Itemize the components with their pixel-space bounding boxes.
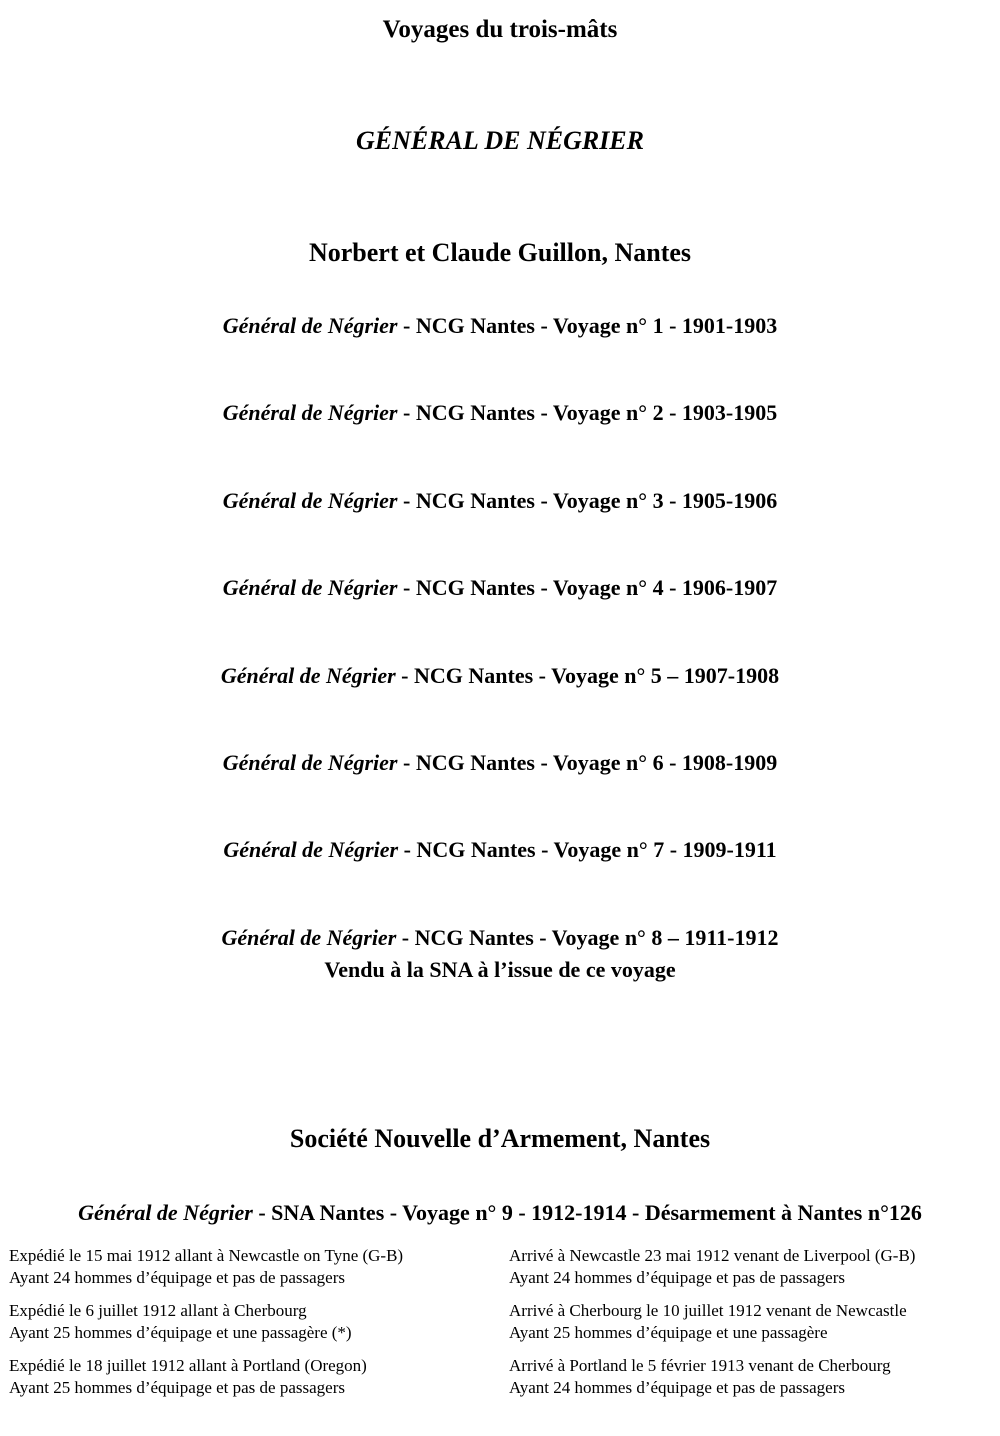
arrival-record (509, 1355, 891, 1399)
departure-text: Expédié le 18 juillet 1912 allant à Portland (Oregon) (9, 1356, 367, 1375)
voyage-heading-9 (0, 1200, 1000, 1226)
owner-heading-sna: Société Nouvelle d’Armement, Nantes (289, 1124, 711, 1153)
voyage-heading-2 (0, 400, 1000, 426)
arrival-crew-text: Ayant 25 hommes d’équipage et une passagère (509, 1323, 828, 1342)
ship-name-heading: GÉNÉRAL DE NÉGRIER (356, 126, 644, 155)
voyage-ship-name: Général de Négrier (223, 837, 399, 862)
voyage-details: - NCG Nantes - Voyage n° 5 – 1907-1908 (395, 663, 780, 688)
departure-record (9, 1245, 403, 1289)
arrival-text: Arrivé à Cherbourg le 10 juillet 1912 venant de Newcastle (509, 1301, 907, 1320)
voyage-details: - SNA Nantes - Voyage n° 9 - 1912-1914 - Désarmement à Nantes n°126 (252, 1200, 922, 1225)
voyage-heading-5 (0, 663, 1000, 689)
departure-crew-text: Ayant 24 hommes d’équipage et pas de passagers (9, 1268, 345, 1287)
voyage-heading-3 (0, 488, 1000, 514)
voyage-heading-8 (0, 925, 1000, 951)
arrival-record (509, 1300, 907, 1344)
voyage-ship-name: Général de Négrier (222, 575, 398, 600)
departure-crew-text: Ayant 25 hommes d’équipage et pas de passagers (9, 1378, 345, 1397)
voyage-ship-name: Général de Négrier (222, 313, 398, 338)
departure-text: Expédié le 6 juillet 1912 allant à Cherbourg (9, 1301, 307, 1320)
departure-record (9, 1355, 367, 1399)
document-title: Voyages du trois-mâts (382, 16, 618, 43)
departure-crew-text: Ayant 25 hommes d’équipage et une passagère (*) (9, 1323, 352, 1342)
voyage-ship-name: Général de Négrier (222, 400, 398, 425)
voyage-heading-6 (0, 750, 1000, 776)
arrival-text: Arrivé à Portland le 5 février 1913 venant de Cherbourg (509, 1356, 891, 1375)
voyage-details: - NCG Nantes - Voyage n° 7 - 1909-1911 (398, 837, 777, 862)
voyage-ship-name: Général de Négrier (221, 925, 397, 950)
arrival-record (509, 1245, 915, 1289)
voyage-ship-name: Général de Négrier (222, 488, 398, 513)
voyage-details: - NCG Nantes - Voyage n° 6 - 1908-1909 (397, 750, 778, 775)
voyage-ship-name: Général de Négrier (78, 1200, 253, 1225)
arrival-crew-text: Ayant 24 hommes d’équipage et pas de passagers (509, 1268, 845, 1287)
departure-text: Expédié le 15 mai 1912 allant à Newcastle on Tyne (G-B) (9, 1246, 404, 1265)
sold-note: Vendu à la SNA à l’issue de ce voyage (324, 957, 676, 982)
arrival-text: Arrivé à Newcastle 23 mai 1912 venant de Liverpool (G-B) (509, 1246, 916, 1265)
departure-record (9, 1300, 352, 1344)
voyage-ship-name: Général de Négrier (222, 750, 398, 775)
voyage-heading-1 (0, 313, 1000, 339)
voyage-heading-7 (0, 837, 1000, 863)
voyage-heading-4 (0, 575, 1000, 601)
voyage-details: - NCG Nantes - Voyage n° 1 - 1901-1903 (397, 313, 778, 338)
voyage-details: - NCG Nantes - Voyage n° 8 – 1911-1912 (396, 925, 779, 950)
arrival-crew-text: Ayant 24 hommes d’équipage et pas de passagers (509, 1378, 845, 1397)
owner-heading-ncg: Norbert et Claude Guillon, Nantes (308, 238, 692, 267)
voyage-ship-name: Général de Négrier (220, 663, 396, 688)
voyage-details: - NCG Nantes - Voyage n° 4 - 1906-1907 (397, 575, 778, 600)
voyage-details: - NCG Nantes - Voyage n° 3 - 1905-1906 (397, 488, 778, 513)
voyage-details: - NCG Nantes - Voyage n° 2 - 1903-1905 (397, 400, 778, 425)
